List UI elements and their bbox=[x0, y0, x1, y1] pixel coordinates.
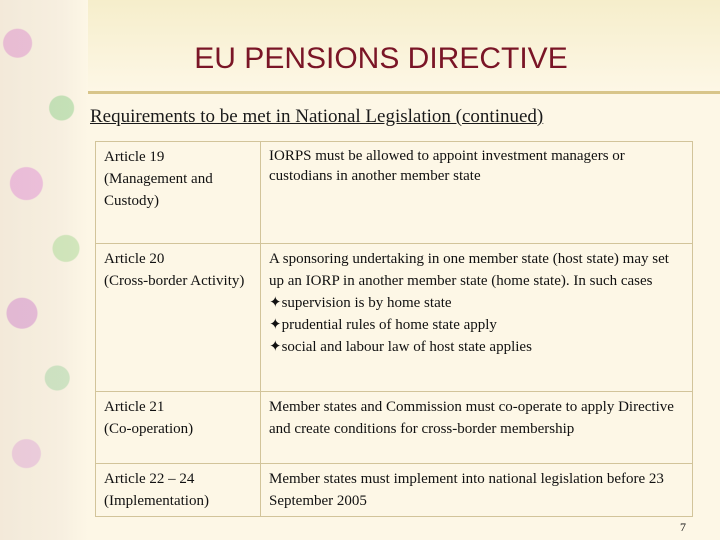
article-description: Member states must implement into national legislation before 23 September 2005 bbox=[269, 471, 664, 509]
description-cell bbox=[261, 244, 693, 392]
article-number: Article 20 bbox=[104, 251, 165, 267]
article-topic: (Implementation) bbox=[104, 493, 209, 509]
article-cell bbox=[96, 142, 261, 244]
article-number: Article 19 bbox=[104, 149, 165, 165]
description-cell bbox=[261, 392, 693, 464]
table-row bbox=[96, 464, 693, 517]
decorative-floral-strip bbox=[0, 0, 88, 540]
article-topic: (Management and Custody) bbox=[104, 171, 213, 209]
slide-title: EU PENSIONS DIRECTIVE bbox=[194, 42, 568, 75]
article-description: Member states and Commission must co-operate to apply Directive and create conditions for cross-border membership bbox=[269, 399, 674, 437]
article-cell bbox=[96, 244, 261, 392]
article-description: A sponsoring undertaking in one member state (host state) may set up an IORP in another member state (home state). In such cases bbox=[269, 251, 669, 289]
table-row bbox=[96, 392, 693, 464]
bullet-item: ✦social and labour law of host state applies bbox=[269, 339, 532, 355]
description-cell bbox=[261, 464, 693, 517]
article-topic: (Co-operation) bbox=[104, 421, 194, 437]
article-description: IORPS must be allowed to appoint investment managers or custodians in another member state bbox=[269, 148, 625, 184]
requirements-table bbox=[95, 141, 693, 517]
article-cell bbox=[96, 464, 261, 517]
article-cell bbox=[96, 392, 261, 464]
bullet-item: ✦prudential rules of home state apply bbox=[269, 317, 497, 333]
description-cell bbox=[261, 142, 693, 244]
page-number: 7 bbox=[680, 520, 686, 534]
slide-subtitle: Requirements to be met in National Legislation (continued) bbox=[90, 106, 544, 127]
title-divider bbox=[88, 91, 720, 94]
article-number: Article 22 – 24 bbox=[104, 471, 195, 487]
table-row bbox=[96, 142, 693, 244]
bullet-item: ✦supervision is by home state bbox=[269, 295, 452, 311]
article-topic: (Cross-border Activity) bbox=[104, 273, 245, 289]
article-number: Article 21 bbox=[104, 399, 165, 415]
table-row bbox=[96, 244, 693, 392]
